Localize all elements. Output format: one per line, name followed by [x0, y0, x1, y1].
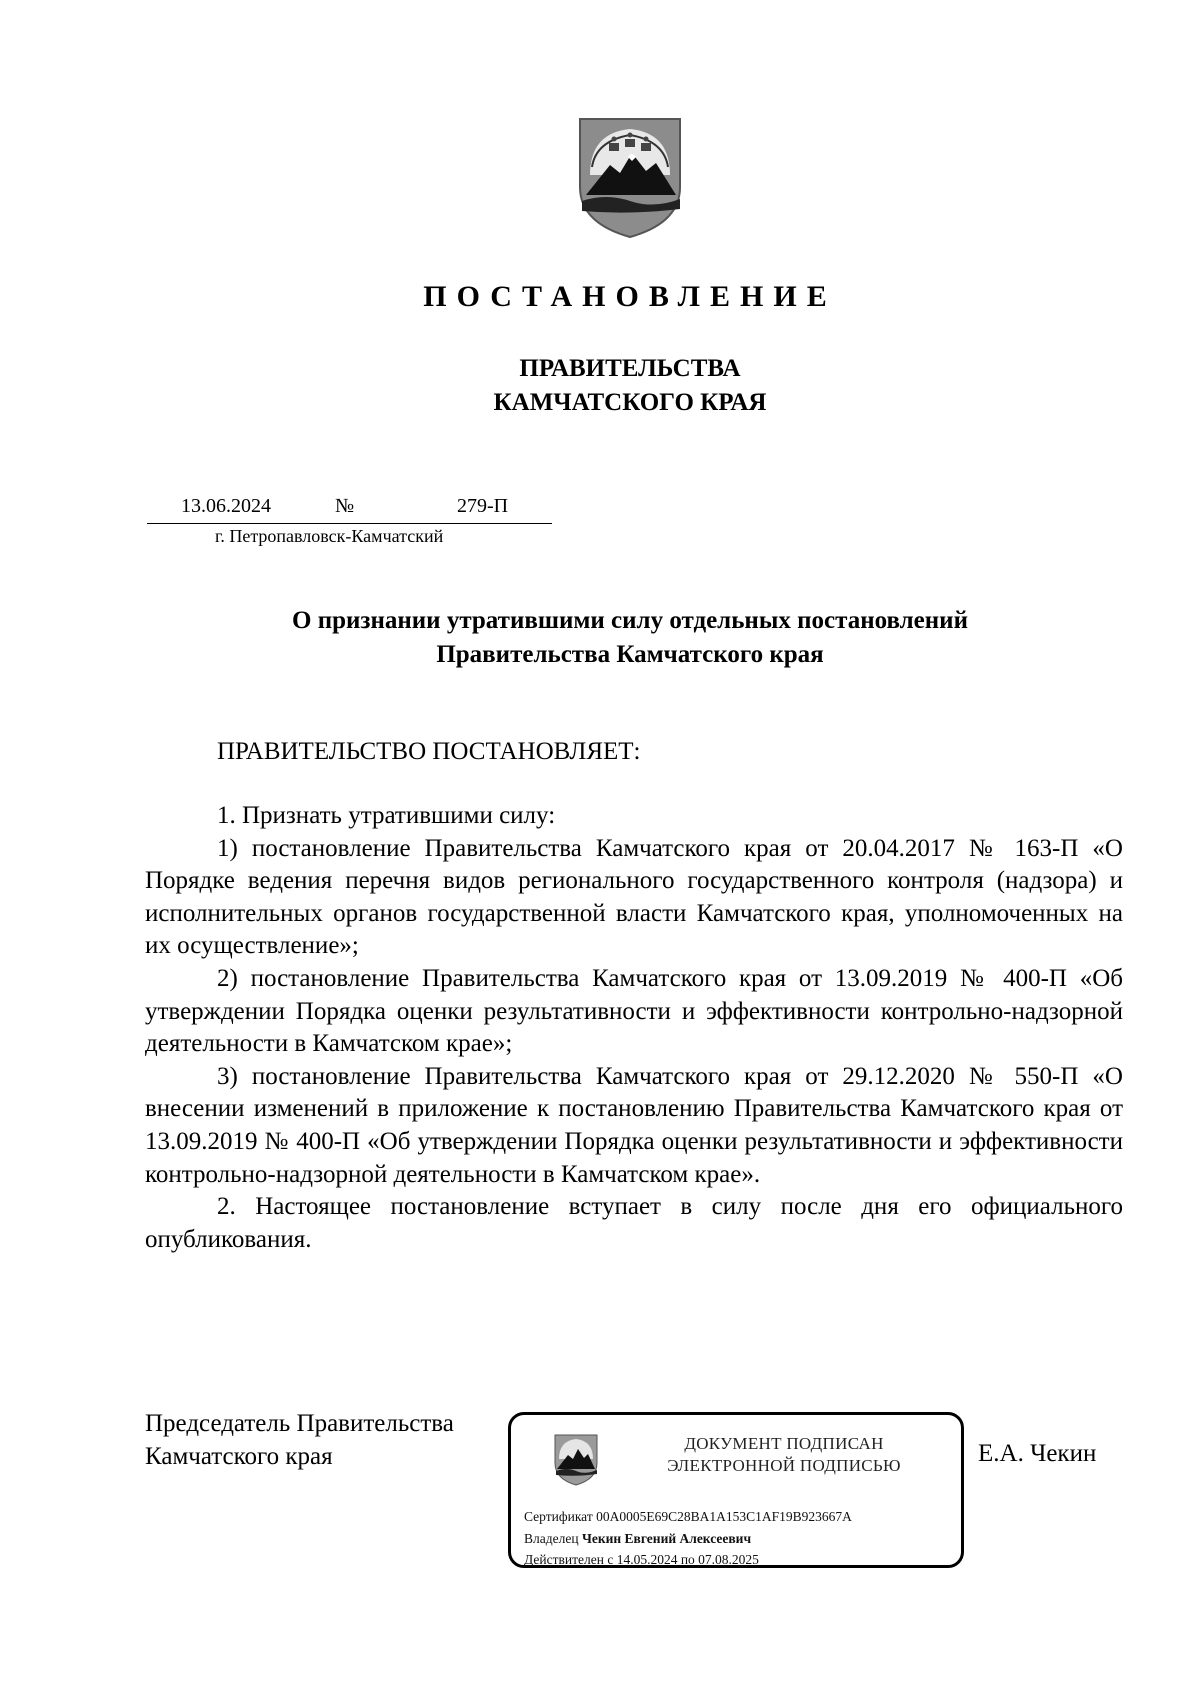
document-body	[145, 800, 1123, 1256]
owner-label: Владелец	[524, 1531, 579, 1546]
stamp-certificate	[524, 1509, 852, 1525]
authority-line-2: КАМЧАТСКОГО КРАЯ	[493, 389, 767, 416]
valid-from: 14.05.2024	[616, 1552, 678, 1567]
valid-label: Действителен	[524, 1552, 604, 1567]
paragraph-subitem-3: 3) постановление Правительства Камчатского края от 29.12.2020 № 550-П «О внесении изменений в приложение к постановлению Правительства Камчатского края от 13.09.2019 № 400-П «Об утверждении Порядка оценки результативности и эффективности контрольно-надзорной деятельности в Камчатском крае».	[145, 1062, 1123, 1188]
valid-from-label: с	[607, 1552, 614, 1567]
number-sign: №	[335, 495, 355, 517]
authority-line-1: ПРАВИТЕЛЬСТВА	[519, 355, 741, 382]
issuing-authority	[0, 352, 1200, 420]
signer-name: Е.А. Чекин	[978, 1440, 1097, 1467]
certificate-label: Сертификат	[524, 1509, 593, 1524]
signer-position-line-2: Камчатского края	[145, 1443, 333, 1470]
paragraph-subitem-1: 1) постановление Правительства Камчатского края от 20.04.2017 № 163-П «О Порядке ведения перечня видов регионального государственного контроля (надзора) и исполнительных органов государственной власти Камчатского края, уполномоченных на их осуществление»;	[145, 834, 1123, 960]
owner-value: Чекин Евгений Алексеевич	[581, 1531, 752, 1546]
stamp-validity	[524, 1552, 759, 1568]
electronic-signature-stamp	[508, 1412, 964, 1568]
paragraph-item-2: 2. Настоящее постановление вступает в силу после дня его официального опубликования.	[145, 1193, 1123, 1253]
kamchatka-coat-of-arms-icon	[576, 115, 684, 239]
stamp-coat-of-arms-icon	[553, 1433, 599, 1487]
paragraph-item-1: 1. Признать утратившими силу:	[217, 802, 556, 829]
valid-to: 07.08.2025	[698, 1552, 759, 1567]
stamp-title-line-1: ДОКУМЕНТ ПОДПИСАН	[684, 1434, 884, 1453]
signer-position-line-1: Председатель Правительства	[145, 1410, 454, 1437]
issue-city: г. Петропавловск-Камчатский	[215, 526, 444, 546]
paragraph-subitem-2: 2) постановление Правительства Камчатского края от 13.09.2019 № 400-П «Об утверждении Порядка оценки результативности и эффективности контрольно-надзорной деятельности в Камчатском крае»;	[145, 964, 1123, 1058]
decree-phrase: ПРАВИТЕЛЬСТВО ПОСТАНОВЛЯЕТ:	[217, 738, 641, 765]
document-number: 279-П	[457, 495, 509, 517]
registration-line	[147, 493, 552, 524]
document-subject	[0, 604, 1200, 672]
subject-line-1: О признании утратившими силу отдельных постановлений	[292, 607, 968, 634]
stamp-owner	[524, 1531, 751, 1547]
document-type-title: ПОСТАНОВЛЕНИЕ	[423, 280, 837, 313]
document-date: 13.06.2024	[181, 495, 271, 517]
subject-line-2: Правительства Камчатского края	[436, 641, 824, 668]
stamp-title-line-2: ЭЛЕКТРОННОЙ ПОДПИСЬЮ	[667, 1456, 901, 1475]
signer-position	[145, 1407, 454, 1473]
valid-to-label: по	[680, 1552, 695, 1567]
stamp-title	[619, 1433, 949, 1477]
certificate-value: 00A0005E69C28BA1A153C1AF19B923667A	[596, 1509, 852, 1524]
